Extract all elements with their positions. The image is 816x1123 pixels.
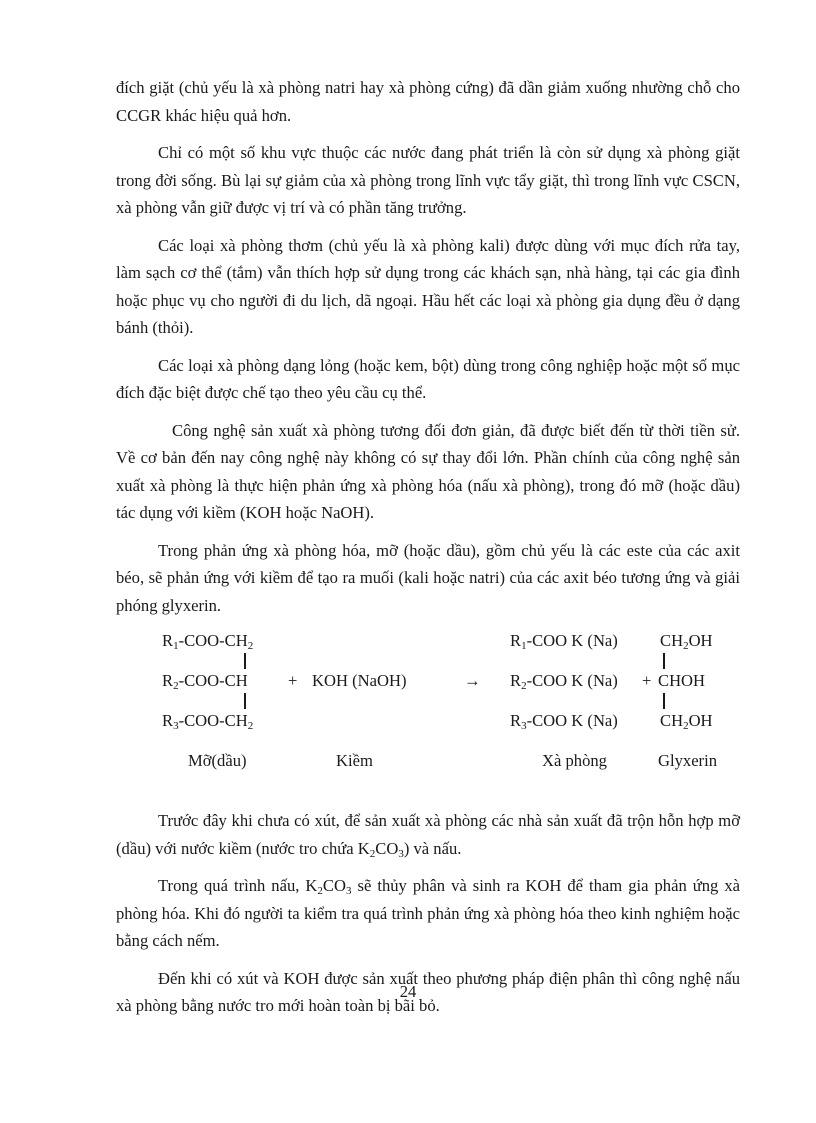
fat-line-1: $R_1-COO-CH_2$ (162, 631, 254, 652)
glycerin-line-3: $CH_2OH$ (660, 711, 713, 732)
paragraph-4: Các loại xà phòng dạng lỏng (hoặc kem, bột) dùng trong công nghiệp hoặc một số mục đích đặc biệt được chế tạo theo yêu cầu cụ thể. (116, 355, 740, 402)
paragraph-3: Các loại xà phòng thơm (chủ yếu là xà phòng kali) được dùng với mục đích rửa tay, làm sạch cơ thể (tắm) vẫn thích hợp sử dụng trong các khách sạn, nhà hàng, tại các gia đình hoặc phục vụ cho người đi du lịch, dã ngoại. Hầu hết các loại xà phòng gia dụng đều ở dạng bánh (thỏi). (116, 235, 740, 337)
plus-sign: + (288, 671, 298, 690)
paragraph-9: Đến khi có xút và KOH được sản xuất theo phương pháp điện phân thì công nghệ nấu xà phòng bằng nước tro mới hoàn toàn bị bãi bỏ. (116, 968, 740, 1015)
bond-line (244, 653, 246, 669)
page-number: 24 (399, 982, 417, 1001)
paragraph-2: Chỉ có một số khu vực thuộc các nước đang phát triển là còn sử dụng xà phòng giặt trong đời sống. Bù lại sự giảm của xà phòng trong lĩnh vực tẩy giặt, thì trong lĩnh vực CSCN, xà phòng vẫn giữ được vị trí và có phần tăng trưởng. (116, 143, 740, 217)
soap-line-2: $R_2$-COO K (Na) (510, 671, 618, 692)
label-soap: Xà phòng (542, 751, 607, 770)
soap-line-3: $R_3$-COO K (Na) (510, 711, 618, 732)
paragraph-1: đích giặt (chủ yếu là xà phòng natri hay xà phòng cứng) đã dần giảm xuống nhường chỗ cho CCGR khác hiệu quả hơn. (116, 78, 740, 125)
bond-line (663, 693, 665, 709)
soap-line-1: $R_1$-COO K (Na) (510, 631, 618, 652)
paragraph-5: Công nghệ sản xuất xà phòng tương đối đơn giản, đã được biết đến từ thời tiền sử. Về cơ bản đến nay công nghệ này không có sự thay đổi lớn. Phần chính của công nghệ sản xuất xà phòng là thực hiện phản ứng xà phòng hóa (nấu xà phòng), trong đó mỡ (hoặc dầu) tác dụng với kiềm (KOH hoặc NaOH). (116, 420, 740, 522)
label-fat: Mỡ(dầu) (188, 751, 247, 770)
saponification-equation (116, 631, 740, 781)
paragraph-7: Trước đây khi chưa có xút, để sản xuất xà phòng các nhà sản xuất đã trộn hỗn hợp mỡ (dầu) với nước kiềm (nước tro chứa $K_2CO_3$) và nấu. (116, 811, 740, 860)
paragraph-6: Trong phản ứng xà phòng hóa, mỡ (hoặc dầu), gồm chủ yếu là các este của các axit béo, sẽ phản ứng với kiềm để tạo ra muối (kali hoặc natri) của các axit béo tương ứng và giải phóng glyxerin. (116, 540, 740, 615)
plus-sign: + (642, 671, 652, 690)
glycerin-line-1: $CH_2OH$ (660, 631, 713, 652)
reagent: KOH (NaOH) (312, 671, 407, 690)
bond-line (244, 693, 246, 709)
arrow-icon: → (464, 671, 481, 690)
fat-line-3: $R_3-COO-CH_2$ (162, 711, 254, 732)
fat-line-2: $R_2-COO-CH$ (162, 671, 248, 692)
bond-line (663, 653, 665, 669)
page-body (116, 74, 740, 1030)
glycerin-line-2: CHOH (658, 671, 706, 690)
label-alkali: Kiềm (336, 751, 373, 770)
paragraph-8: Trong quá trình nấu, $K_2CO_3$ sẽ thủy phân và sinh ra KOH để tham gia phản ứng xà phòng hóa. Khi đó người ta kiểm tra quá trình phản ứng xà phòng hóa theo kinh nghiệm hoặc bằng cách nếm. (116, 876, 741, 950)
label-glycerin: Glyxerin (658, 751, 717, 770)
